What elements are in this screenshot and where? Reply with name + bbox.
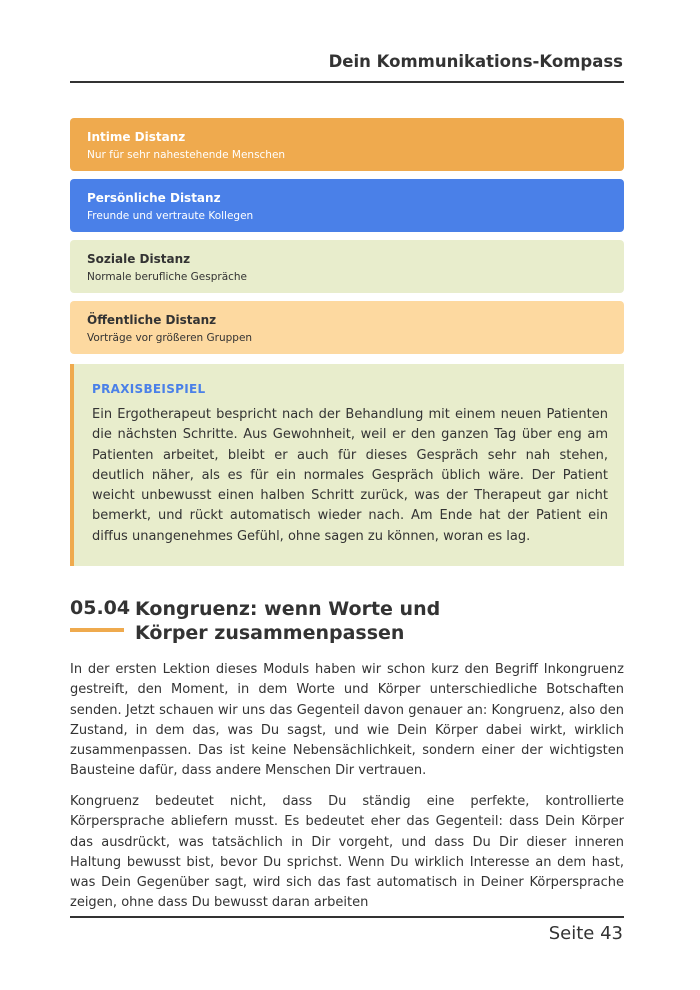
distance-subtitle: Nur für sehr nahestehende Menschen bbox=[87, 149, 286, 161]
distance-card-personal bbox=[70, 179, 624, 232]
distance-title: Persönliche Distanz bbox=[87, 191, 221, 205]
body-paragraph: In der ersten Lektion dieses Moduls haben wir schon kurz den Begriff Inkongruenz gestreift, den Moment, in dem Worte und Körper unterschiedliche Botschaften senden. Jetzt schauen wir uns das Gegenteil davon genauer an: Kongruenz, also den Zustand, in dem das, was Du sagst, und wie Dein Körper dabei wirkt, wirklich zusammenpassen. Das ist keine Nebensächlichkeit, sondern einer der wichtigsten Bausteine dafür, dass andere Menschen Dir vertrauen. bbox=[70, 662, 624, 779]
practice-example-box bbox=[70, 364, 624, 566]
section-accent-bar bbox=[70, 628, 124, 632]
practice-example-label: PRAXISBEISPIEL bbox=[92, 382, 206, 396]
distance-card-public bbox=[70, 301, 624, 354]
body-paragraph: Kongruenz bedeutet nicht, dass Du ständig eine perfekte, kontrollierte Körpersprache abliefern musst. Es bedeutet eher das Gegenteil: dass Dein Körper das ausdrückt, was tatsächlich in Dir vorgeht, und dass Du Dir dieser inneren Haltung bewusst bist, bevor Du sprichst. Wenn Du wirklich Interesse an dem hast, was Dein Gegenüber sagt, wird sich das fast automatisch in Deiner Körpersprache zeigen, ohne dass Du bewusst daran arbeiten bbox=[70, 794, 624, 911]
practice-example-text: Ein Ergotherapeut bespricht nach der Behandlung mit einem neuen Patienten die nächsten Schritte. Aus Gewohnheit, weil er den ganzen Tag über eng am Patienten arbeitet, bleibt er auch für dieses Gespräch sehr nah stehen, deutlich näher, als es für ein normales Gespräch üblich wäre. Der Patient weicht unbewusst einen halben Schritt zurück, was der Therapeut gar nicht bemerkt, und rückt automatisch wieder nach. Am Ende hat der Patient ein diffus unangenehmes Gefühl, ohne sagen zu können, woran es lag. bbox=[92, 407, 608, 544]
header-divider bbox=[70, 81, 624, 83]
footer-divider bbox=[70, 916, 624, 918]
header-title: Dein Kommunikations-Kompass bbox=[328, 52, 623, 71]
section-number: 05.04 bbox=[70, 597, 131, 619]
page-number: Seite 43 bbox=[548, 923, 623, 944]
distance-title: Intime Distanz bbox=[87, 130, 186, 144]
distance-card-social bbox=[70, 240, 624, 293]
distance-title: Soziale Distanz bbox=[87, 252, 191, 266]
distance-card-intimate bbox=[70, 118, 624, 171]
distance-subtitle: Freunde und vertraute Kollegen bbox=[87, 210, 254, 222]
section-title: Kongruenz: wenn Worte und Körper zusammenpassen bbox=[135, 598, 441, 644]
distance-title: Öffentliche Distanz bbox=[87, 313, 217, 327]
distance-subtitle: Normale berufliche Gespräche bbox=[87, 271, 248, 283]
distance-subtitle: Vorträge vor größeren Gruppen bbox=[87, 332, 253, 344]
